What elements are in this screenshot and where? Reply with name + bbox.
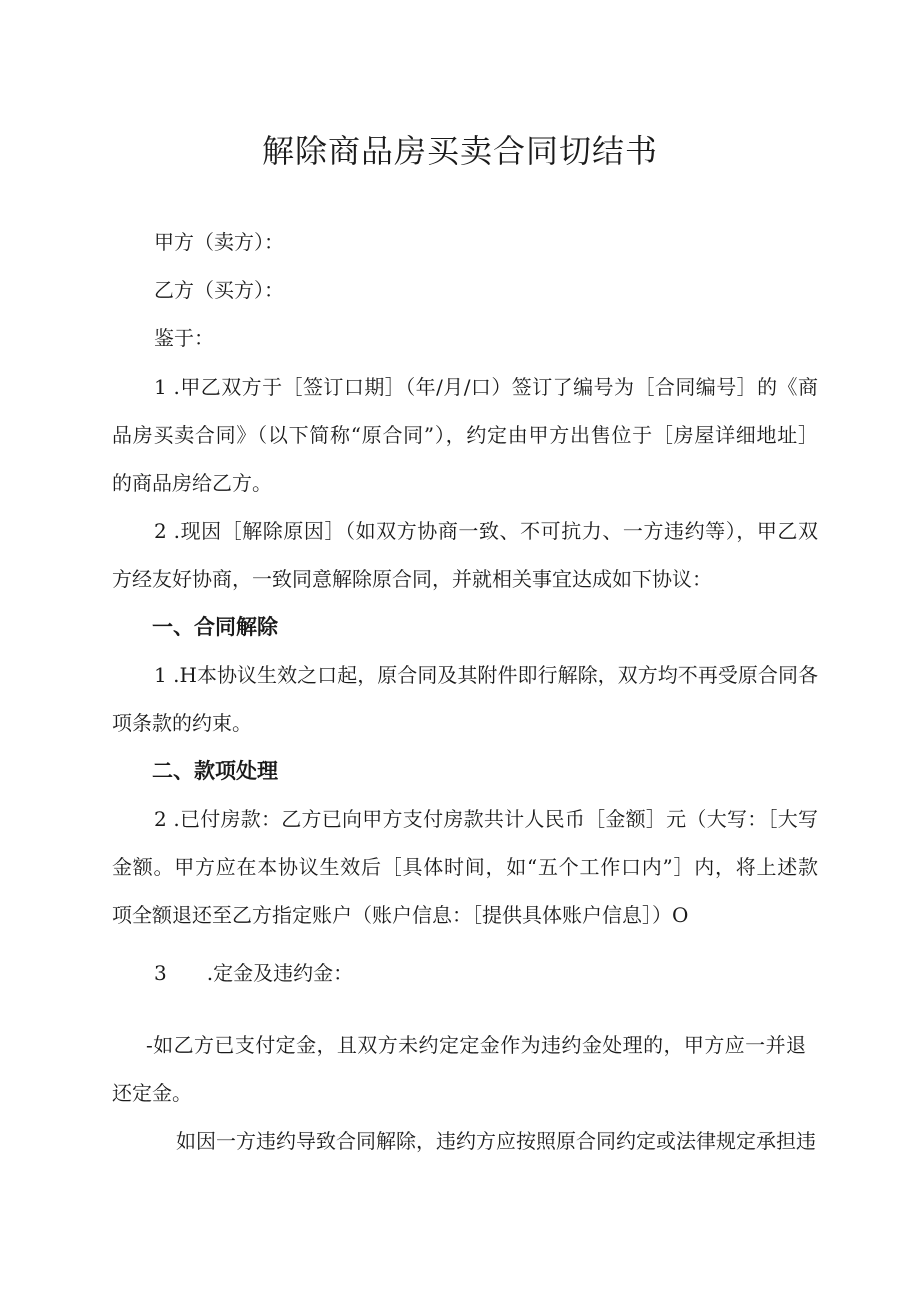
party-b-label: 乙方（买方）：	[154, 278, 284, 302]
section2-item2-line2: 金额。甲方应在本协议生效后［具体时间，如“五个工作口内”］内，将上述款	[112, 855, 818, 879]
whereas-label: 鉴于：	[154, 326, 214, 350]
section1-item-line2: 项条款的约束。	[112, 711, 252, 735]
recital1-line1: 1 .甲乙双方于［签订口期］（年/月/口）签订了编号为［合同编号］的《商	[154, 375, 818, 399]
recital1-line3: 的商品房给乙方。	[112, 471, 272, 495]
section2-heading: 二、款项处理	[152, 759, 278, 783]
section2-item3	[154, 960, 818, 986]
document-title: 解除商品房买卖合同切结书	[261, 132, 658, 170]
recital1-line2: 品房买卖合同》（以下简称“原合同”），约定由甲方出售位于［房屋详细地址］	[112, 423, 818, 447]
recital2-line2: 方经友好协商，一致同意解除原合同，并就相关事宜达成如下协议：	[112, 567, 712, 591]
section2-sub1-line2: 还定金。	[112, 1081, 192, 1105]
section2-sub2-line1: 如因一方违约导致合同解除，违约方应按照原合同约定或法律规定承担违	[176, 1129, 816, 1153]
section1-item-line1: 1 .H本协议生效之口起，原合同及其附件即行解除，双方均不再受原合同各	[154, 663, 818, 687]
recital2-line1: 2 .现因［解除原因］（如双方协商一致、不可抗力、一方违约等），甲乙双	[154, 519, 818, 543]
section2-item2-line3: 项全额退还至乙方指定账户（账户信息：［提供具体账户信息］）O	[112, 903, 689, 927]
section2-item3-text: .定金及违约金：	[206, 961, 354, 985]
section1-heading: 一、合同解除	[152, 615, 278, 639]
section2-item2-line1: 2 .已付房款：乙方已向甲方支付房款共计人民币［金额］元（大写：［大写	[154, 807, 818, 831]
party-a-label: 甲方（卖方）：	[154, 230, 284, 254]
section2-item3-number: 3	[154, 961, 167, 985]
section2-sub1-line1: -如乙方已支付定金，且双方未约定定金作为违约金处理的，甲方应一并退	[146, 1033, 806, 1057]
